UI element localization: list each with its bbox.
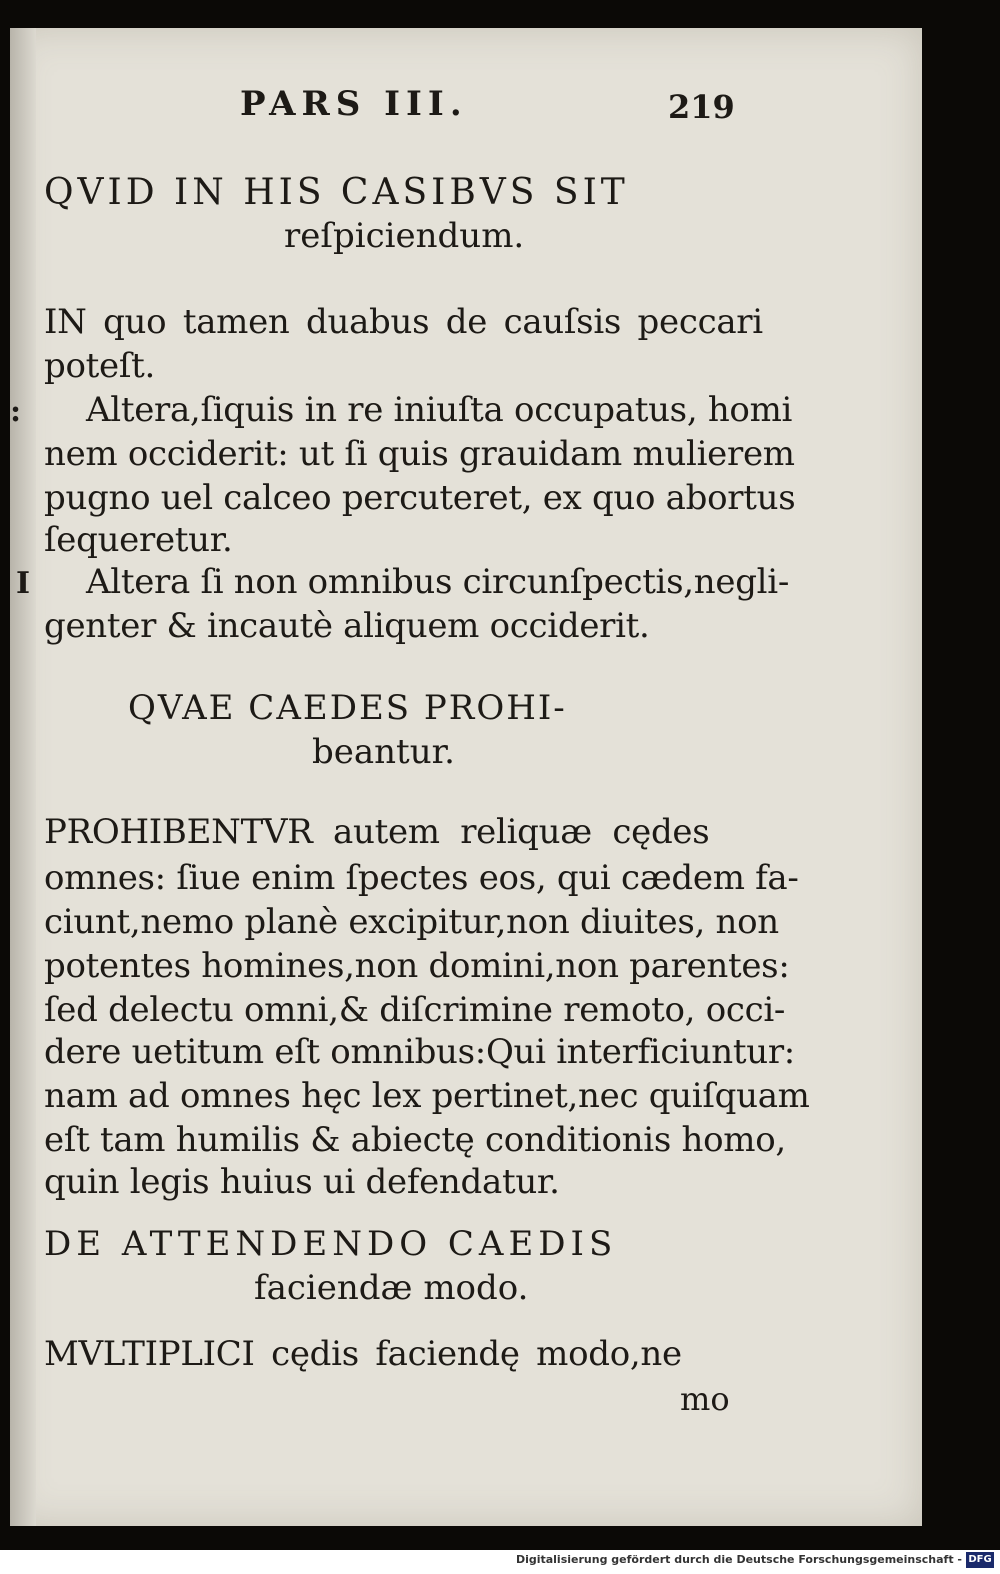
- body-line: dere uetitum eſt omnibus:Qui interficiuntur:: [44, 1032, 795, 1072]
- section-heading-1-line-1: QVID IN HIS CASIBVS SIT: [44, 172, 629, 213]
- section-heading-1-line-2: reſpiciendum.: [284, 216, 525, 256]
- body-line: eſt tam humilis & abiectę conditionis homo,: [44, 1120, 786, 1160]
- margin-mark: :: [10, 394, 22, 429]
- margin-mark: I: [16, 566, 31, 601]
- running-head: PARS III.: [240, 84, 468, 124]
- section-heading-2-line-2: beantur.: [312, 732, 455, 772]
- body-line: quin legis huius ui defendatur.: [44, 1162, 560, 1202]
- catchword: mo: [680, 1380, 730, 1418]
- body-line: pugno uel calceo percuteret, ex quo abortus: [44, 478, 796, 518]
- dfg-logo: DFG: [966, 1552, 994, 1568]
- body-line: ſequeretur.: [44, 520, 233, 560]
- body-line: ſed delectu omni,& diſcrimine remoto, occi-: [44, 990, 786, 1030]
- body-line: PROHIBENTVR autem reliquæ cędes: [44, 812, 710, 852]
- section-heading-3-line-1: DE ATTENDENDO CAEDIS: [44, 1224, 618, 1264]
- body-line: omnes: ſiue enim ſpectes eos, qui cædem fa-: [44, 858, 799, 898]
- body-line: Altera ſi non omnibus circunſpectis,negli-: [86, 562, 790, 602]
- funding-credit: Digitalisierung gefördert durch die Deutsche Forschungsgemeinschaft -: [515, 1553, 962, 1566]
- page-gutter-shadow: [10, 28, 36, 1526]
- body-line: nam ad omnes hęc lex pertinet,nec quiſquam: [44, 1076, 810, 1116]
- body-line: Altera,ſiquis in re iniuſta occupatus, homi: [86, 390, 793, 430]
- page-number: 219: [668, 88, 735, 126]
- body-line: genter & incautè aliquem occiderit.: [44, 606, 650, 646]
- body-line: IN quo tamen duabus de cauſsis peccari: [44, 302, 763, 342]
- body-line: ciunt,nemo planè excipitur,non diuites, non: [44, 902, 779, 942]
- section-heading-2-line-1: QVAE CAEDES PROHI-: [128, 688, 567, 728]
- body-line: poteſt.: [44, 346, 155, 386]
- body-line: MVLTIPLICI cędis faciendę modo,ne: [44, 1334, 682, 1374]
- body-line: nem occiderit: ut ſi quis grauidam mulierem: [44, 434, 795, 474]
- body-line: potentes homines,non domini,non parentes:: [44, 946, 790, 986]
- section-heading-3-line-2: faciendæ modo.: [254, 1268, 529, 1308]
- scan-border: [922, 28, 1000, 1526]
